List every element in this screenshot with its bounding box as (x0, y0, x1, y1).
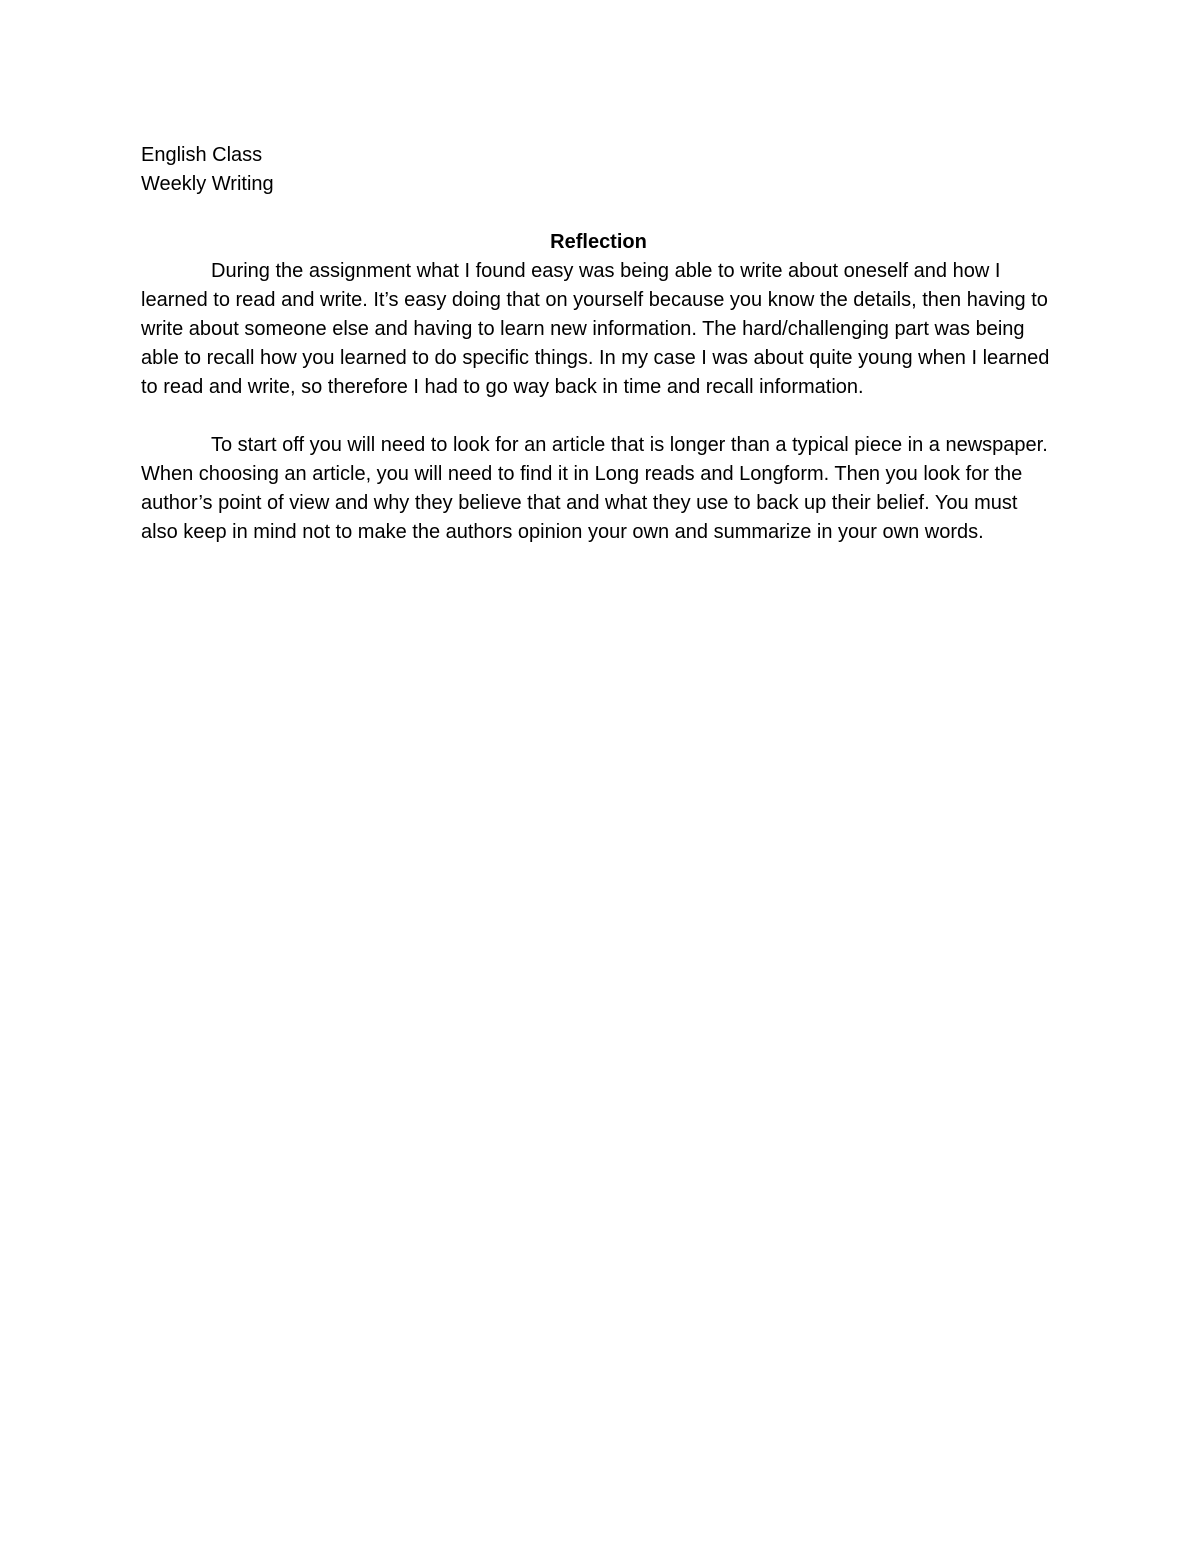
document-title: Reflection (550, 231, 647, 253)
assignment-type: Weekly Writing (141, 173, 274, 195)
paragraph-1: During the assignment what I found easy was being able to write about oneself and how I learned to read and write. It’s easy doing that on yourself because you know the details, then having to write about someone else and having to learn new information. The hard/challenging part was being able to recall how you learned to do specific things. In my case I was about quite young when I learned to read and write, so therefore I had to go way back in time and recall information. (141, 260, 1050, 398)
class-name: English Class (141, 144, 263, 166)
document-body (141, 141, 1056, 547)
paragraph-2: To start off you will need to look for an article that is longer than a typical piece in a newspaper. When choosing an article, you will need to find it in Long reads and Longform. Then you look for the author’s point of view and why they believe that and what they use to back up their belief. You must also keep in mind not to make the authors opinion your own and summarize in your own words. (141, 434, 1048, 543)
